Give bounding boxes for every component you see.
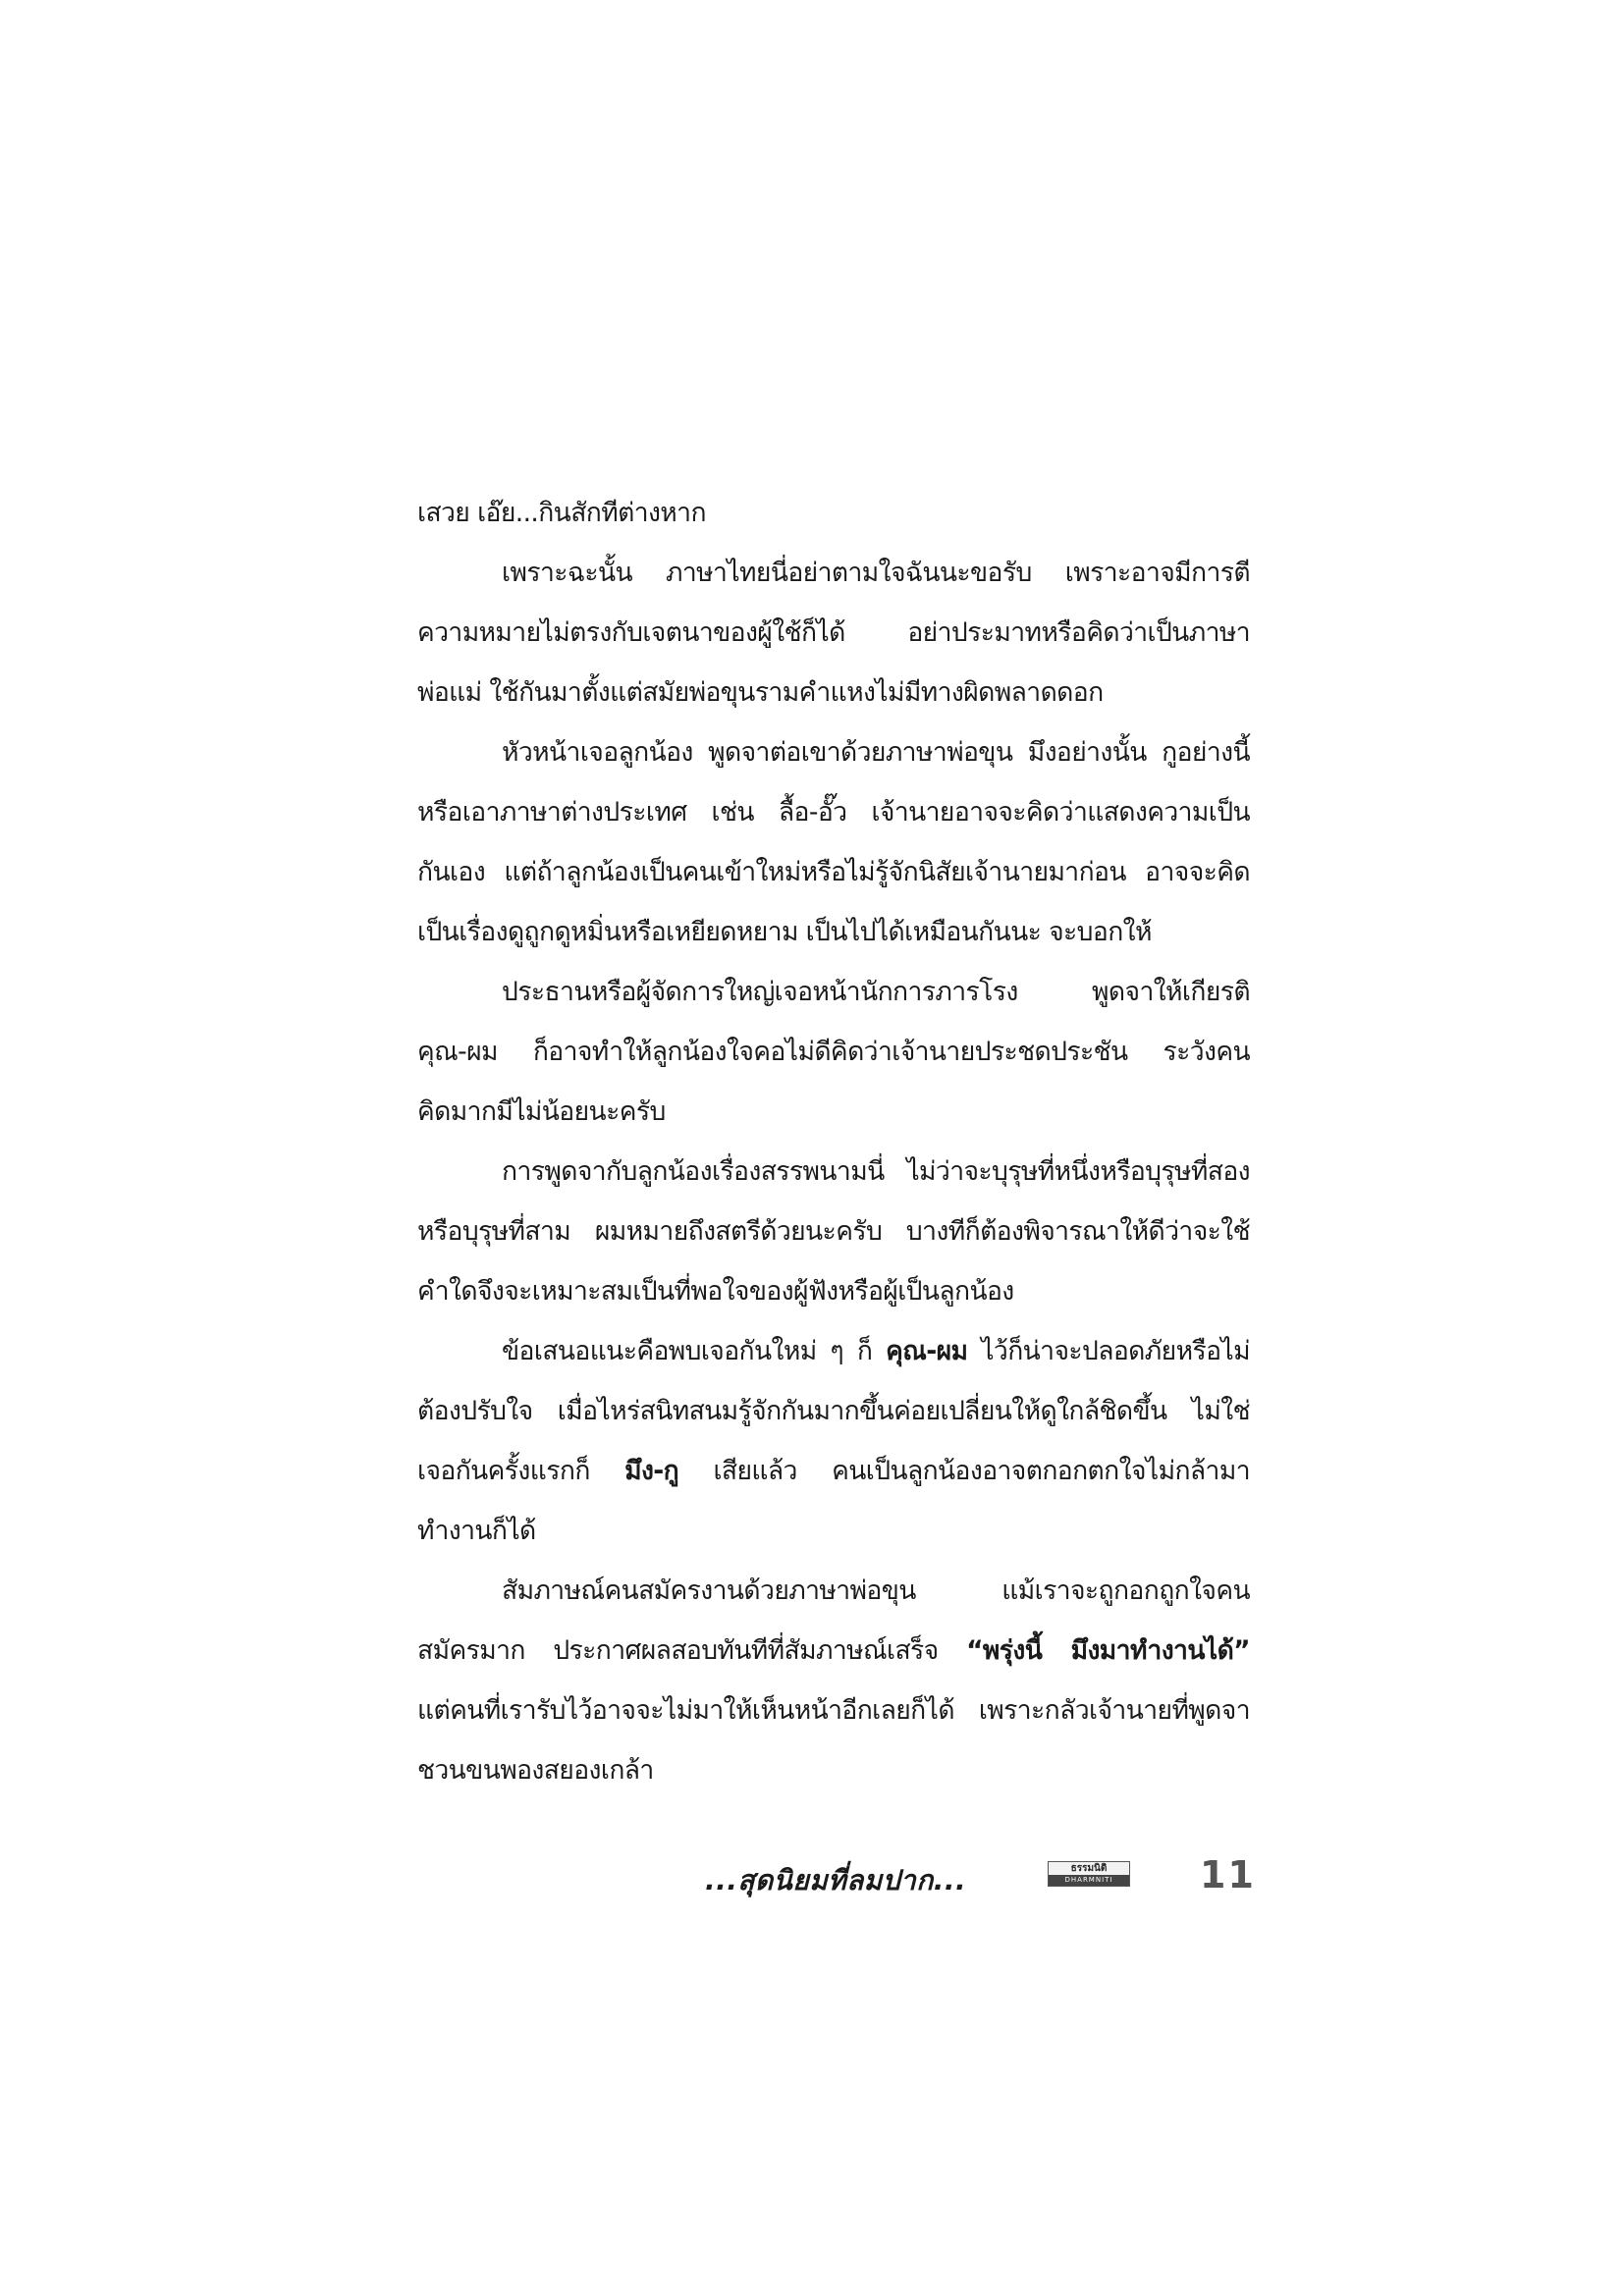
text-line: คุณ-ผม ก็อาจทำให้ลูกน้องใจคอไม่ดีคิดว่าเจ้านายประชดประชัน ระวังคน <box>417 1037 1250 1067</box>
text-run: ไว้ก็น่าจะปลอดภัยหรือไม่ <box>967 1336 1250 1366</box>
text-line: ต้องปรับใจ เมื่อไหร่สนิทสนมรู้จักกันมากขึ้นค่อยเปลี่ยนให้ดูใกล้ชิดขึ้น ไม่ใช่ <box>417 1396 1250 1426</box>
text-line: หรือบุรุษที่สาม ผมหมายถึงสตรีด้วยนะครับ บางทีก็ต้องพิจารณาให้ดีว่าจะใช้ <box>417 1216 1250 1247</box>
publisher-logo <box>1048 1861 1130 1887</box>
text-line <box>417 1321 1250 1381</box>
text-line: หรือเอาภาษาต่างประเทศ เช่น ลื้อ-อั๊ว เจ้านายอาจจะคิดว่าแสดงความเป็น <box>417 797 1250 828</box>
text-line <box>417 1621 1250 1681</box>
page-body <box>417 483 1250 1800</box>
text-line: แต่คนที่เรารับไว้อาจจะไม่มาให้เห็นหน้าอีกเลยก็ได้ เพราะกลัวเจ้านายที่พูดจา <box>417 1695 1250 1726</box>
publisher-logo-latin-text: DHARMNITI <box>1049 1875 1129 1886</box>
bold-text-run: “พรุ่งนี้ มึงมาทำงานได้” <box>966 1635 1250 1666</box>
text-line: เป็นเรื่องดูถูกดูหมิ่นหรือเหยียดหยาม เป็นไปได้เหมือนกันนะ จะบอกให้ <box>417 917 1152 947</box>
running-title: ...สุดนิยมที่ลมปาก... <box>705 1864 967 1896</box>
text-line: ความหมายไม่ตรงกับเจตนาของผู้ใช้ก็ได้ อย่าประมาทหรือคิดว่าเป็นภาษา <box>417 617 1250 648</box>
text-line: หัวหน้าเจอลูกน้อง พูดจาต่อเขาด้วยภาษาพ่อขุน มึงอย่างนั้น กูอย่างนี้ <box>502 737 1250 768</box>
text-line: การพูดจากับลูกน้องเรื่องสรรพนามนี่ ไม่ว่าจะบุรุษที่หนึ่งหรือบุรุษที่สอง <box>502 1156 1250 1187</box>
bold-text-run: มึง-กู <box>624 1456 679 1486</box>
text-run: เจอกันครั้งแรกก็ <box>417 1456 625 1486</box>
text-run: ข้อเสนอแนะคือพบเจอกันใหม่ ๆ ก็ <box>502 1336 887 1366</box>
page-footer <box>0 1853 1623 1912</box>
text-run: สมัครมาก ประกาศผลสอบทันทีที่สัมภาษณ์เสร็จ <box>417 1635 967 1666</box>
text-line: พ่อแม่ ใช้กันมาตั้งแต่สมัยพ่อขุนรามคำแหงไม่มีทางผิดพลาดดอก <box>417 677 1104 708</box>
text-line: ทำงานก็ได้ <box>417 1516 536 1546</box>
text-line: คำใดจึงจะเหมาะสมเป็นที่พอใจของผู้ฟังหรือผู้เป็นลูกน้อง <box>417 1276 1014 1307</box>
text-line: สัมภาษณ์คนสมัครงานด้วยภาษาพ่อขุน แม้เราจะถูกอกถูกใจคน <box>502 1575 1250 1606</box>
page-number: 11 <box>1200 1853 1256 1896</box>
text-line: คิดมากมีไม่น้อยนะครับ <box>417 1096 666 1127</box>
text-run: เสียแล้ว คนเป็นลูกน้องอาจตกอกตกใจไม่กล้ามา <box>678 1456 1250 1486</box>
publisher-logo-thai-text: ธรรมนิติ <box>1070 1863 1108 1874</box>
text-line: ชวนขนพองสยองเกล้า <box>417 1755 654 1786</box>
text-line <box>417 1441 1250 1501</box>
text-line: กันเอง แต่ถ้าลูกน้องเป็นคนเข้าใหม่หรือไม่รู้จักนิสัยเจ้านายมาก่อน อาจจะคิด <box>417 857 1250 887</box>
text-line: เพราะฉะนั้น ภาษาไทยนี่อย่าตามใจฉันนะขอรับ เพราะอาจมีการตี <box>502 558 1250 588</box>
text-line: ประธานหรือผู้จัดการใหญ่เจอหน้านักการภารโรง พูดจาให้เกียรติ <box>502 977 1250 1007</box>
text-line: เสวย เอ๊ย...กินสักทีต่างหาก <box>417 498 706 528</box>
bold-text-run: คุณ-ผม <box>886 1336 968 1366</box>
